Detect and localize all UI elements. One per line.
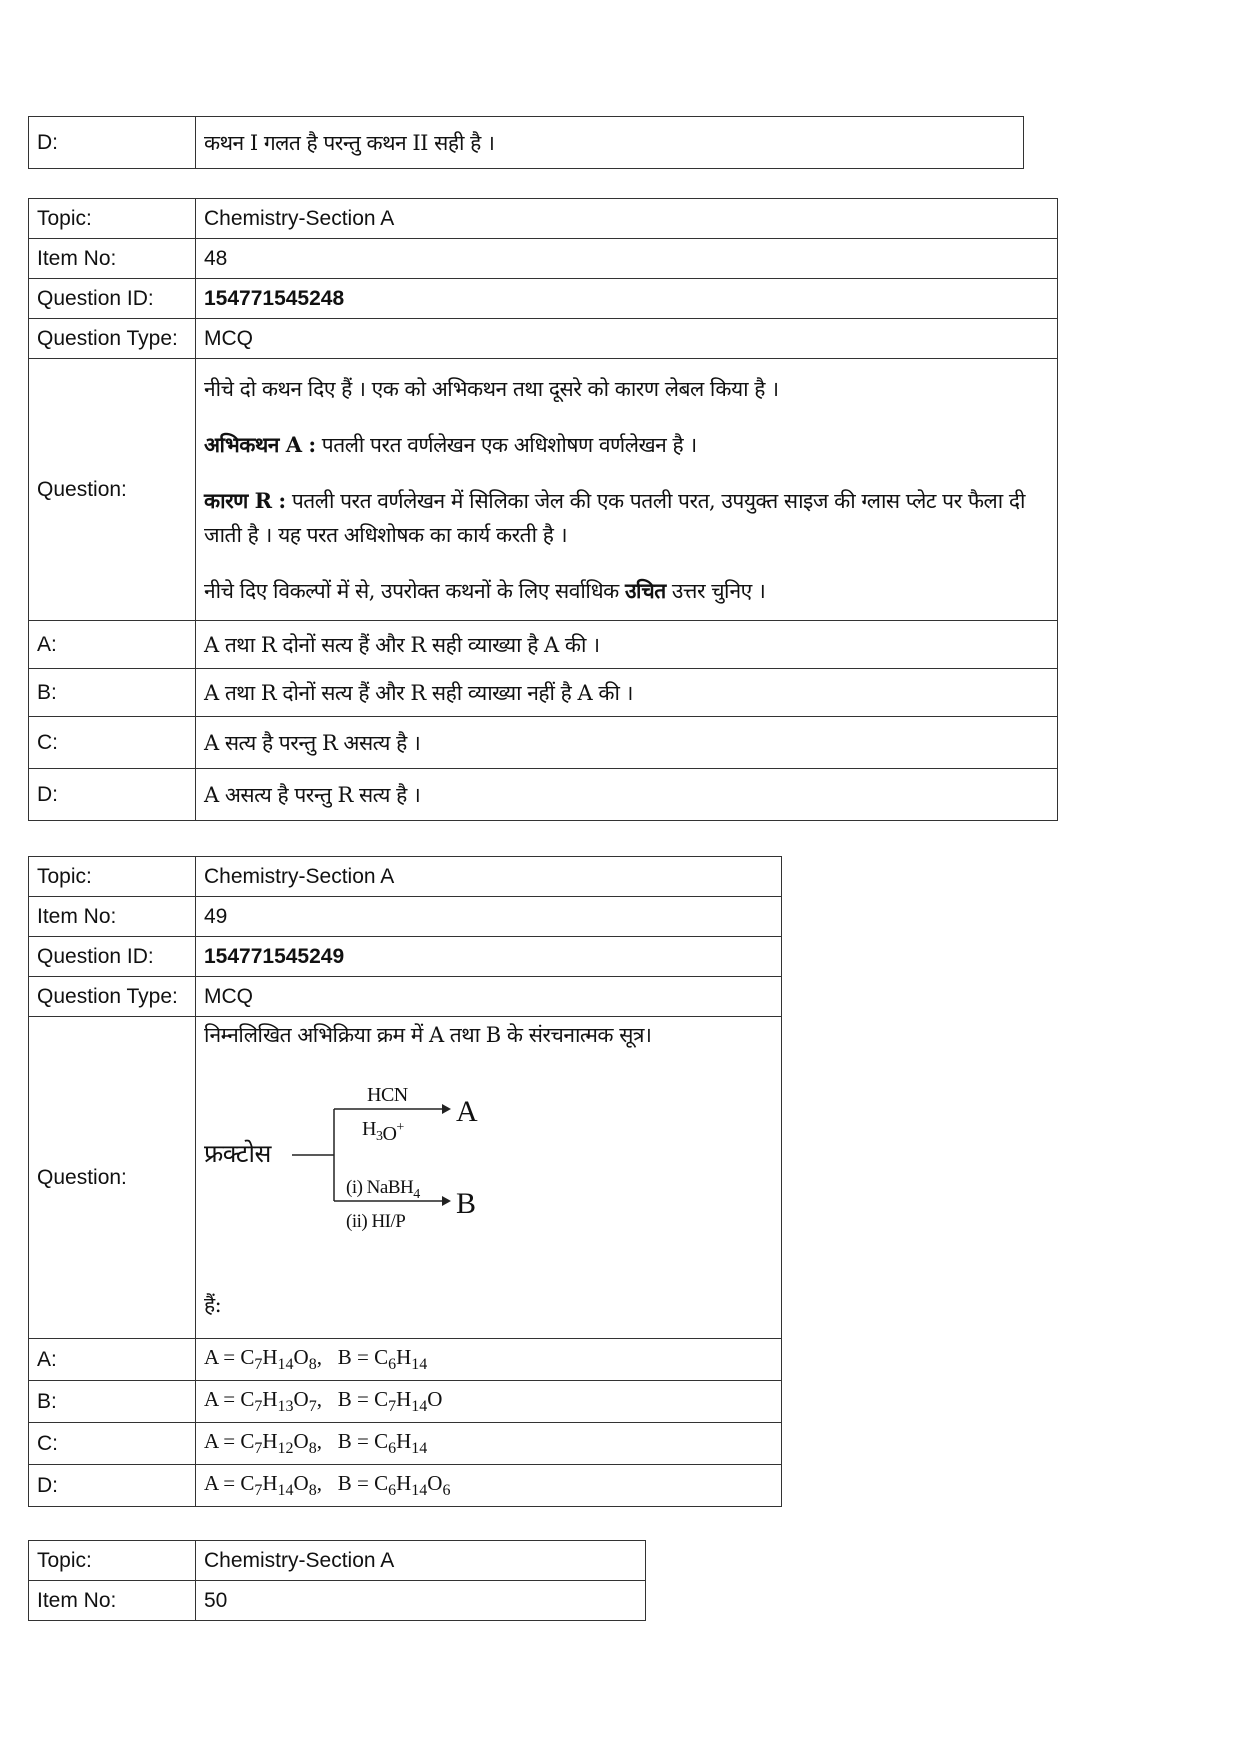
item-no-label: Item No: [29,897,196,937]
option-row-b [29,669,1058,717]
lower-reagent-1: (i) NaBH$_4$ [346,1177,420,1202]
question-id-label: Question ID: [29,937,196,977]
topic-label: Topic: [29,199,196,239]
instruction-text: नीचे दिए विकल्पों में से, उपरोक्त कथनों के लिए सर्वाधिक उचित उत्तर चुनिए । [204,577,766,603]
formula-b: $C_7H_{14}O$ [374,1386,443,1416]
assertion-statement [204,428,1049,462]
question-type-row [29,977,782,1017]
formula-b: $C_6H_{14}$ [374,1344,428,1374]
question-end: हैं: [204,1293,222,1317]
option-label: B: [29,1381,196,1423]
question-id-label: Question ID: [29,279,196,319]
assertion-text: पतली परत वर्णलेखन एक अधिशोषण वर्णलेखन है । [315,432,697,457]
question-49-table [28,856,782,1507]
option-row-a [29,1339,782,1381]
upper-reagent-bottom: $H_3O^+$ [362,1118,404,1145]
question-type-value: MCQ [196,977,782,1017]
topic-row [29,857,782,897]
question-id-value: 154771545249 [196,937,782,977]
upper-reagent-top: HCN [367,1084,408,1106]
instruction-emphasis: उचित [624,577,666,603]
item-no-label: Item No: [29,1581,196,1621]
option-label: D: [29,117,196,169]
topic-value: Chemistry-Section A [196,1541,646,1581]
reason-text: पतली परत वर्णलेखन में सिलिका जेल की एक पतली परत, उपयुक्त साइज की ग्लास प्लेट पर फैला दी जाती है । यह परत अधिशोषक का कार्य करती है । [204,488,1025,547]
previous-question-option-table [28,116,1024,169]
option-row-d [29,117,1024,169]
question-type-row [29,319,1058,359]
question-type-label: Question Type: [29,977,196,1017]
option-label: B: [29,669,196,717]
item-no-row [29,897,782,937]
upper-arrowhead [442,1104,451,1114]
option-formula: $A = C_7H_{14}O_8$, $B = C_6H_{14}$ [196,1339,782,1381]
formula-a: $C_7H_{13}O_7$ [240,1386,317,1416]
option-text: कथन I गलत है परन्तु कथन II सही है । [196,117,1024,169]
formula-a: $C_7H_{14}O_8$ [240,1344,317,1374]
option-formula: $A = C_7H_{12}O_8$, $B = C_6H_{14}$ [196,1423,782,1465]
reason-statement [204,484,1049,552]
formula-b: $C_6H_{14}$ [374,1428,428,1458]
question-row [29,1017,782,1339]
option-label: C: [29,717,196,769]
lower-product: B [456,1187,476,1220]
topic-row [29,1541,646,1581]
option-row-a [29,621,1058,669]
topic-row [29,199,1058,239]
question-row [29,359,1058,621]
question-id-row [29,937,782,977]
question-type-label: Question Type: [29,319,196,359]
question-label: Question: [29,359,196,621]
topic-value: Chemistry-Section A [196,199,1058,239]
option-label: D: [29,1465,196,1507]
assertion-heading: अभिकथन A : [204,431,316,457]
option-text: A तथा R दोनों सत्य हैं और R सही व्याख्या है A की । [196,621,1058,669]
item-no-value: 50 [196,1581,646,1621]
option-label: A: [29,621,196,669]
option-row-d [29,769,1058,821]
question-label: Question: [29,1017,196,1339]
option-row-b [29,1381,782,1423]
option-row-c [29,1423,782,1465]
topic-label: Topic: [29,1541,196,1581]
item-no-value: 48 [196,239,1058,279]
option-formula: $A = C_7H_{13}O_7$, $B = C_7H_{14}O$ [196,1381,782,1423]
option-label: C: [29,1423,196,1465]
item-no-label: Item No: [29,239,196,279]
option-label: A: [29,1339,196,1381]
question-body [196,359,1058,621]
topic-value: Chemistry-Section A [196,857,782,897]
formula-b: $C_6H_{14}O_6$ [374,1470,451,1500]
question-body [196,1017,782,1339]
option-label: D: [29,769,196,821]
formula-a: $C_7H_{14}O_8$ [240,1470,317,1500]
question-50-table [28,1540,646,1621]
formula-a: $C_7H_{12}O_8$ [240,1428,317,1458]
question-id-row [29,279,1058,319]
reactant-label: फ्रक्टोस [204,1139,271,1168]
option-text: A तथा R दोनों सत्य हैं और R सही व्याख्या नहीं है A की । [196,669,1058,717]
option-text: A असत्य है परन्तु R सत्य है । [196,769,1058,821]
upper-product: A [456,1095,478,1128]
item-no-row [29,239,1058,279]
reaction-scheme-svg [204,1049,764,1249]
topic-label: Topic: [29,857,196,897]
question-intro: निम्नलिखित अभिक्रिया क्रम में A तथा B के संरचनात्मक सूत्र। [204,1023,652,1047]
option-row-c [29,717,1058,769]
item-no-value: 49 [196,897,782,937]
lower-arrowhead [442,1196,451,1206]
item-no-row [29,1581,646,1621]
question-intro: नीचे दो कथन दिए हैं । एक को अभिकथन तथा दूसरे को कारण लेबल किया है । [204,376,779,401]
question-type-value: MCQ [196,319,1058,359]
reaction-scheme [204,1049,764,1249]
question-48-table [28,198,1058,821]
reason-heading: कारण R : [204,487,286,513]
lower-reagent-2: (ii) HI/P [346,1211,406,1232]
option-row-d [29,1465,782,1507]
question-id-value: 154771545248 [196,279,1058,319]
option-text: A सत्य है परन्तु R असत्य है । [196,717,1058,769]
option-formula: $A = C_7H_{14}O_8$, $B = C_6H_{14}O_6$ [196,1465,782,1507]
